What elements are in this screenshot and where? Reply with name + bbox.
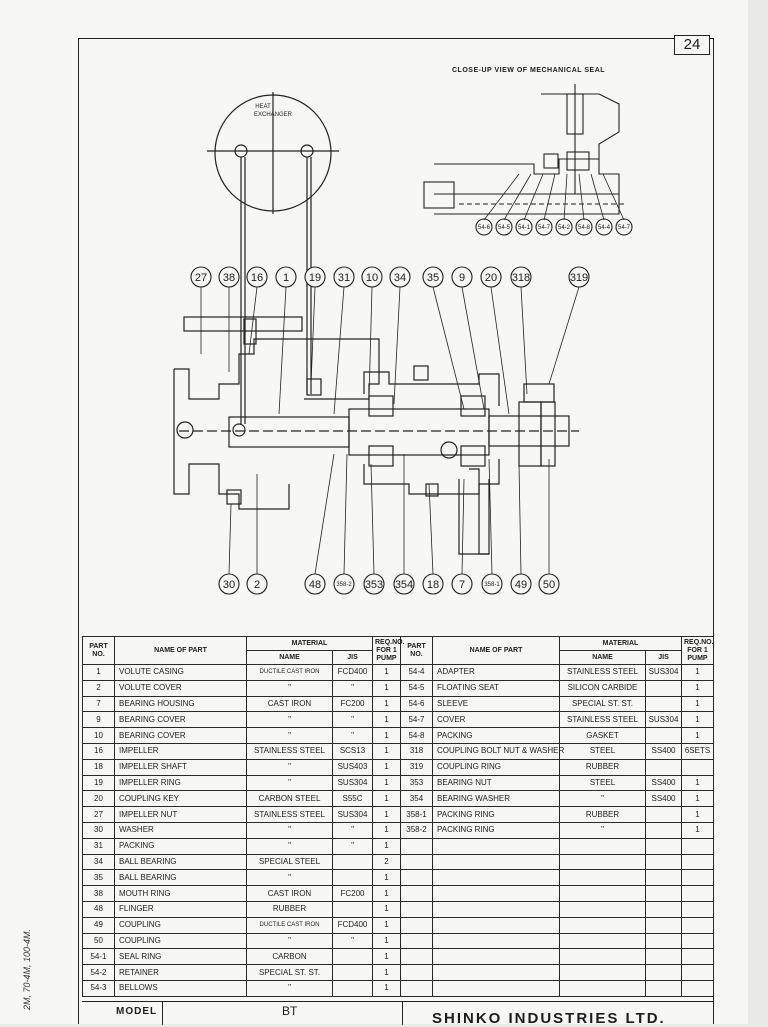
model-divider [162, 1002, 163, 1025]
part-name-cell: BALL BEARING [115, 870, 247, 886]
col-header-jis: JIS [333, 651, 373, 665]
right-part-name-cell: PACKING [433, 728, 560, 744]
right-material-cell: RUBBER [560, 807, 646, 823]
part-no-cell: 49 [83, 917, 115, 933]
col-header-name: NAME OF PART [115, 637, 247, 665]
right-part-no-cell [401, 980, 433, 996]
right-part-no-cell [401, 949, 433, 965]
part-no-cell: 31 [83, 838, 115, 854]
req-cell: 1 [373, 822, 401, 838]
pump-assembly-drawing [79, 54, 713, 634]
part-no-cell: 30 [83, 822, 115, 838]
jis-cell: " [333, 680, 373, 696]
right-jis-cell [646, 886, 682, 902]
col-header-material-name: NAME [247, 651, 333, 665]
right-req-cell [682, 917, 714, 933]
part-name-cell: COUPLING KEY [115, 791, 247, 807]
parts-table-body [83, 665, 714, 997]
part-no-cell: 27 [83, 807, 115, 823]
right-material-cell: SPECIAL ST. ST. [560, 696, 646, 712]
right-req-cell [682, 759, 714, 775]
right-material-cell [560, 886, 646, 902]
right-part-no-cell: 54-5 [401, 680, 433, 696]
part-no-cell: 34 [83, 854, 115, 870]
material-cell: " [247, 822, 333, 838]
right-req-cell [682, 838, 714, 854]
callout-319: 319 [569, 272, 589, 284]
model-value: BT [282, 1004, 298, 1018]
right-part-no-cell [401, 917, 433, 933]
material-cell: " [247, 775, 333, 791]
right-material-cell: " [560, 822, 646, 838]
part-name-cell: BEARING COVER [115, 712, 247, 728]
right-part-name-cell: BEARING WASHER [433, 791, 560, 807]
part-name-cell: IMPELLER NUT [115, 807, 247, 823]
right-part-name-cell [433, 870, 560, 886]
part-name-cell: BELLOWS [115, 980, 247, 996]
table-row [83, 870, 714, 886]
jis-cell: " [333, 933, 373, 949]
req-cell: 1 [373, 917, 401, 933]
right-part-no-cell: 54-6 [401, 696, 433, 712]
table-row [83, 980, 714, 996]
right-part-no-cell: 358-2 [401, 822, 433, 838]
callout-35: 35 [426, 272, 440, 284]
part-name-cell: WASHER [115, 822, 247, 838]
right-req-cell: 1 [682, 822, 714, 838]
right-part-name-cell: COVER [433, 712, 560, 728]
right-req-cell: 6SETS [682, 743, 714, 759]
col-header-name-2: NAME OF PART [433, 637, 560, 665]
jis-cell: " [333, 712, 373, 728]
right-req-cell [682, 854, 714, 870]
material-cell: SPECIAL ST. ST. [247, 965, 333, 981]
material-cell: " [247, 838, 333, 854]
callout-7: 7 [458, 579, 466, 591]
pump-cross-section [174, 317, 579, 554]
table-row [83, 775, 714, 791]
req-cell: 2 [373, 854, 401, 870]
req-cell: 1 [373, 980, 401, 996]
right-jis-cell [646, 838, 682, 854]
material-cell: " [247, 933, 333, 949]
jis-cell: SUS304 [333, 775, 373, 791]
right-part-name-cell [433, 933, 560, 949]
callout-1: 1 [282, 272, 290, 284]
model-label: MODEL [116, 1006, 158, 1017]
heat-exchanger [207, 92, 339, 424]
req-cell: 1 [373, 696, 401, 712]
jis-cell: FCD400 [333, 665, 373, 681]
req-cell: 1 [373, 680, 401, 696]
callout-20: 20 [484, 272, 498, 284]
callout-31: 31 [337, 272, 351, 284]
heat-exchanger-label-2: EXCHANGER [253, 112, 293, 118]
callout-27: 27 [194, 272, 208, 284]
seal-callout-54-8: 54-8 [577, 225, 591, 231]
table-row [83, 886, 714, 902]
part-no-cell: 54-2 [83, 965, 115, 981]
right-material-cell: STAINLESS STEEL [560, 712, 646, 728]
right-jis-cell [646, 980, 682, 996]
right-jis-cell: SUS304 [646, 712, 682, 728]
right-part-name-cell [433, 838, 560, 854]
right-jis-cell: SS400 [646, 775, 682, 791]
jis-cell: " [333, 822, 373, 838]
right-part-no-cell [401, 901, 433, 917]
part-no-cell: 2 [83, 680, 115, 696]
right-part-no-cell [401, 838, 433, 854]
callout-354: 354 [394, 579, 414, 591]
top-callouts [191, 267, 589, 287]
right-part-no-cell: 54-7 [401, 712, 433, 728]
part-no-cell: 48 [83, 901, 115, 917]
part-no-cell: 35 [83, 870, 115, 886]
table-row [83, 917, 714, 933]
material-cell: DUCTILE CAST IRON [247, 917, 333, 933]
jis-cell: FC200 [333, 886, 373, 902]
right-jis-cell [646, 949, 682, 965]
right-req-cell [682, 949, 714, 965]
req-cell: 1 [373, 712, 401, 728]
right-req-cell [682, 886, 714, 902]
right-material-cell: STEEL [560, 743, 646, 759]
req-cell: 1 [373, 759, 401, 775]
jis-cell [333, 965, 373, 981]
material-cell: " [247, 712, 333, 728]
part-no-cell: 20 [83, 791, 115, 807]
right-part-name-cell: FLOATING SEAT [433, 680, 560, 696]
right-jis-cell: SS400 [646, 743, 682, 759]
right-material-cell: GASKET [560, 728, 646, 744]
part-no-cell: 38 [83, 886, 115, 902]
right-part-name-cell: PACKING RING [433, 822, 560, 838]
req-cell: 1 [373, 791, 401, 807]
material-cell: CARBON [247, 949, 333, 965]
table-row [83, 712, 714, 728]
req-cell: 1 [373, 728, 401, 744]
right-part-name-cell [433, 917, 560, 933]
right-jis-cell [646, 680, 682, 696]
right-jis-cell [646, 870, 682, 886]
jis-cell [333, 949, 373, 965]
assembly-svg [79, 54, 713, 634]
part-no-cell: 18 [83, 759, 115, 775]
part-name-cell: IMPELLER SHAFT [115, 759, 247, 775]
right-jis-cell [646, 917, 682, 933]
table-row [83, 807, 714, 823]
seal-caption: CLOSE-UP VIEW OF MECHANICAL SEAL [452, 67, 606, 74]
mechanical-seal-closeup [424, 84, 624, 214]
right-req-cell: 1 [682, 775, 714, 791]
part-no-cell: 54-1 [83, 949, 115, 965]
right-material-cell [560, 949, 646, 965]
right-part-name-cell [433, 886, 560, 902]
col-header-part-no-2: PART NO. [401, 637, 433, 665]
jis-cell: SUS403 [333, 759, 373, 775]
part-no-cell: 19 [83, 775, 115, 791]
part-name-cell: MOUTH RING [115, 886, 247, 902]
table-row [83, 949, 714, 965]
req-cell: 1 [373, 933, 401, 949]
col-header-req-2: REQ.NO. FOR 1 PUMP [682, 637, 714, 665]
heat-exchanger-label-1: HEAT [255, 104, 271, 110]
right-jis-cell [646, 807, 682, 823]
req-cell: 1 [373, 949, 401, 965]
part-name-cell: COUPLING [115, 917, 247, 933]
page-number: 24 [674, 35, 710, 55]
part-no-cell: 7 [83, 696, 115, 712]
jis-cell: FCD400 [333, 917, 373, 933]
seal-callout-54-5: 54-5 [497, 225, 511, 231]
right-part-no-cell [401, 854, 433, 870]
right-material-cell: SILICON CARBIDE [560, 680, 646, 696]
req-cell: 1 [373, 965, 401, 981]
right-part-no-cell: 354 [401, 791, 433, 807]
right-jis-cell: SUS304 [646, 665, 682, 681]
right-material-cell [560, 917, 646, 933]
right-req-cell [682, 965, 714, 981]
col-header-jis-2: JIS [646, 651, 682, 665]
req-cell: 1 [373, 838, 401, 854]
table-row [83, 728, 714, 744]
right-part-no-cell [401, 933, 433, 949]
right-material-cell: " [560, 791, 646, 807]
right-part-name-cell [433, 949, 560, 965]
callout-10: 10 [365, 272, 379, 284]
right-material-cell: RUBBER [560, 759, 646, 775]
callout-50: 50 [542, 579, 556, 591]
right-jis-cell [646, 696, 682, 712]
callout-34: 34 [393, 272, 407, 284]
part-name-cell: IMPELLER [115, 743, 247, 759]
right-jis-cell: SS400 [646, 791, 682, 807]
jis-cell: S55C [333, 791, 373, 807]
part-name-cell: COUPLING [115, 933, 247, 949]
part-name-cell: VOLUTE COVER [115, 680, 247, 696]
right-material-cell: STEEL [560, 775, 646, 791]
right-part-no-cell [401, 965, 433, 981]
table-row [83, 759, 714, 775]
right-part-name-cell: SLEEVE [433, 696, 560, 712]
material-cell: " [247, 759, 333, 775]
bottom-callouts [219, 574, 559, 594]
right-material-cell [560, 870, 646, 886]
right-req-cell: 1 [682, 791, 714, 807]
table-row [83, 791, 714, 807]
right-part-name-cell: COUPLING BOLT NUT & WASHER [433, 743, 560, 759]
right-part-no-cell [401, 870, 433, 886]
part-no-cell: 50 [83, 933, 115, 949]
right-material-cell [560, 854, 646, 870]
part-name-cell: SEAL RING [115, 949, 247, 965]
material-cell: " [247, 870, 333, 886]
part-name-cell: RETAINER [115, 965, 247, 981]
right-req-cell [682, 870, 714, 886]
right-jis-cell [646, 933, 682, 949]
jis-cell [333, 854, 373, 870]
right-req-cell [682, 933, 714, 949]
jis-cell: " [333, 728, 373, 744]
right-part-name-cell: PACKING RING [433, 807, 560, 823]
jis-cell [333, 901, 373, 917]
table-row [83, 696, 714, 712]
material-cell: RUBBER [247, 901, 333, 917]
seal-callout-54-7: 54-7 [537, 225, 551, 231]
material-cell: CARBON STEEL [247, 791, 333, 807]
right-jis-cell [646, 965, 682, 981]
part-name-cell: FLINGER [115, 901, 247, 917]
right-part-no-cell: 54-4 [401, 665, 433, 681]
callout-18: 18 [426, 579, 440, 591]
right-material-cell [560, 901, 646, 917]
table-row [83, 901, 714, 917]
part-name-cell: PACKING [115, 838, 247, 854]
jis-cell: SUS304 [333, 807, 373, 823]
right-part-no-cell: 318 [401, 743, 433, 759]
table-row [83, 680, 714, 696]
req-cell: 1 [373, 775, 401, 791]
part-name-cell: BEARING COVER [115, 728, 247, 744]
table-row [83, 822, 714, 838]
material-cell: DUCTILE CAST IRON [247, 665, 333, 681]
req-cell: 1 [373, 743, 401, 759]
right-part-no-cell: 54-8 [401, 728, 433, 744]
material-cell: " [247, 980, 333, 996]
company-name: SHINKO INDUSTRIES LTD. [432, 1010, 666, 1027]
jis-cell [333, 980, 373, 996]
part-name-cell: IMPELLER RING [115, 775, 247, 791]
part-name-cell: BEARING HOUSING [115, 696, 247, 712]
parts-table [82, 636, 714, 997]
req-cell: 1 [373, 665, 401, 681]
jis-cell: SCS13 [333, 743, 373, 759]
right-req-cell [682, 980, 714, 996]
callout-49: 49 [514, 579, 528, 591]
callout-318: 318 [511, 272, 531, 284]
material-cell: " [247, 728, 333, 744]
seal-callouts [476, 219, 632, 235]
jis-cell: " [333, 838, 373, 854]
right-part-no-cell: 358-1 [401, 807, 433, 823]
part-name-cell: VOLUTE CASING [115, 665, 247, 681]
table-row [83, 665, 714, 681]
material-cell: STAINLESS STEEL [247, 743, 333, 759]
right-req-cell: 1 [682, 728, 714, 744]
table-row [83, 965, 714, 981]
right-req-cell: 1 [682, 807, 714, 823]
callout-16: 16 [250, 272, 264, 284]
callout-9: 9 [458, 272, 466, 284]
table-row [83, 933, 714, 949]
right-req-cell: 1 [682, 712, 714, 728]
right-part-name-cell [433, 965, 560, 981]
right-part-name-cell: COUPLING RING [433, 759, 560, 775]
right-material-cell: STAINLESS STEEL [560, 665, 646, 681]
right-jis-cell [646, 901, 682, 917]
callout-38: 38 [222, 272, 236, 284]
col-header-material-name-2: NAME [560, 651, 646, 665]
seal-callout-54-7: 54-7 [617, 225, 631, 231]
right-part-name-cell: ADAPTER [433, 665, 560, 681]
req-cell: 1 [373, 870, 401, 886]
model-divider-2 [402, 1002, 403, 1025]
callout-2: 2 [253, 579, 261, 591]
req-cell: 1 [373, 901, 401, 917]
right-part-name-cell: BEARING NUT [433, 775, 560, 791]
right-req-cell [682, 901, 714, 917]
right-part-name-cell [433, 854, 560, 870]
req-cell: 1 [373, 807, 401, 823]
margin-handwritten-note: 2M, 70-4M, 100-4M. [22, 928, 32, 1010]
part-name-cell: BALL BEARING [115, 854, 247, 870]
part-no-cell: 9 [83, 712, 115, 728]
part-no-cell: 10 [83, 728, 115, 744]
seal-callout-54-1: 54-1 [517, 225, 531, 231]
callout-358-2: 358-2 [336, 582, 352, 588]
right-part-name-cell [433, 901, 560, 917]
right-part-name-cell [433, 980, 560, 996]
callout-358-1: 358-1 [484, 582, 500, 588]
col-header-req: REQ.NO. FOR 1 PUMP [373, 637, 401, 665]
jis-cell: FC200 [333, 696, 373, 712]
material-cell: SPECIAL STEEL [247, 854, 333, 870]
right-part-no-cell: 319 [401, 759, 433, 775]
seal-callout-54-4: 54-4 [597, 225, 611, 231]
material-cell: CAST IRON [247, 696, 333, 712]
table-row [83, 854, 714, 870]
col-header-material: MATERIAL [247, 637, 373, 651]
seal-callout-54-2: 54-2 [557, 225, 571, 231]
right-req-cell: 1 [682, 665, 714, 681]
col-header-material-2: MATERIAL [560, 637, 682, 651]
right-jis-cell [646, 854, 682, 870]
seal-callout-54-6: 54-6 [477, 225, 491, 231]
callout-30: 30 [222, 579, 236, 591]
material-cell: " [247, 680, 333, 696]
req-cell: 1 [373, 886, 401, 902]
part-no-cell: 1 [83, 665, 115, 681]
jis-cell [333, 870, 373, 886]
right-jis-cell [646, 728, 682, 744]
right-material-cell [560, 838, 646, 854]
right-material-cell [560, 933, 646, 949]
material-cell: CAST IRON [247, 886, 333, 902]
callout-353: 353 [364, 579, 384, 591]
material-cell: STAINLESS STEEL [247, 807, 333, 823]
part-no-cell: 54-3 [83, 980, 115, 996]
right-part-no-cell: 353 [401, 775, 433, 791]
callout-48: 48 [308, 579, 322, 591]
table-row [83, 743, 714, 759]
right-part-no-cell [401, 886, 433, 902]
right-material-cell [560, 965, 646, 981]
callout-19: 19 [308, 272, 322, 284]
right-jis-cell [646, 822, 682, 838]
right-material-cell [560, 980, 646, 996]
part-no-cell: 16 [83, 743, 115, 759]
col-header-part-no: PART NO. [83, 637, 115, 665]
right-req-cell: 1 [682, 680, 714, 696]
right-jis-cell [646, 759, 682, 775]
table-row [83, 838, 714, 854]
right-req-cell: 1 [682, 696, 714, 712]
